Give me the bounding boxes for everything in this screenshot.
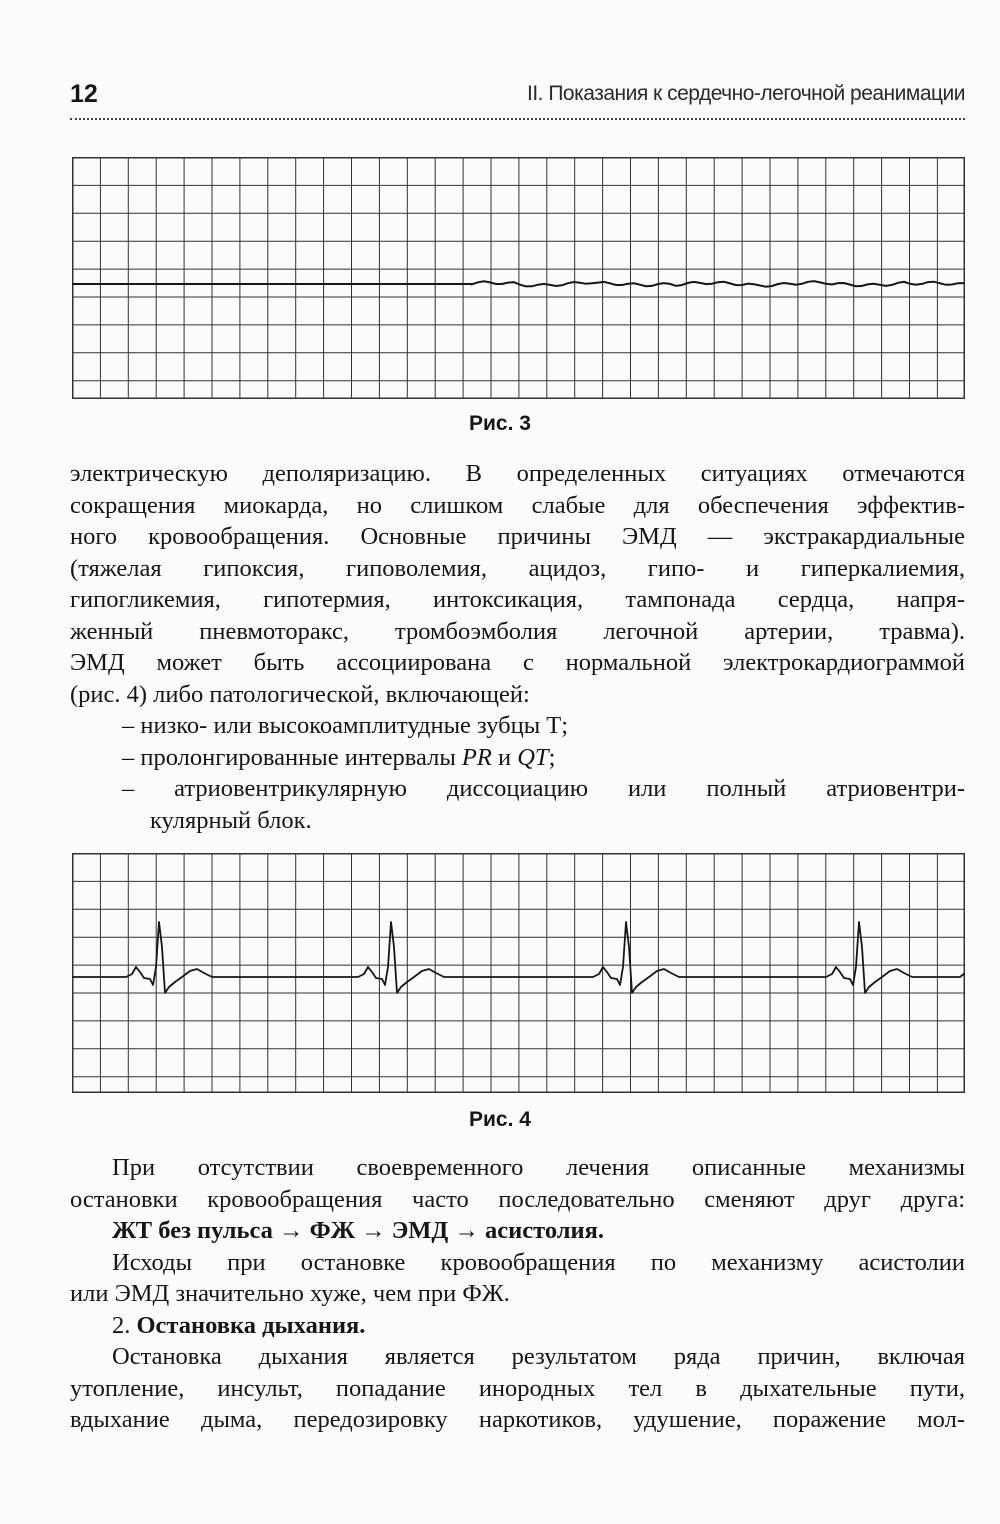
- text-line: (тяжелая гипоксия, гиповолемия, ацидоз, гипо- и гиперкалиемия,: [70, 554, 965, 582]
- text-line: ного кровообращения. Основные причины ЭМД — экстракардиальные: [70, 523, 965, 550]
- figure-3-caption: Рис. 3: [469, 412, 531, 435]
- text-line: или ЭМД значительно хуже, чем при ФЖ.: [70, 1280, 510, 1307]
- text-line: сокращения миокарда, но слишком слабые для обеспечения эффектив-: [70, 491, 965, 519]
- text-line: остановки кровообращения часто последовательно сменяют друг друга:: [70, 1185, 965, 1213]
- figure-4-caption: Рис. 4: [469, 1108, 531, 1131]
- section-heading: 2. Остановка дыхания.: [112, 1311, 366, 1339]
- text-line: электрическую деполяризацию. В определенных ситуациях отмечаются: [70, 460, 965, 487]
- list-item: – пролонгированные интервалы PR и QT;: [122, 743, 556, 771]
- list-dash: –: [122, 743, 135, 771]
- ecg-grid: [72, 157, 965, 399]
- text-line: При отсутствии своевременного лечения описанные механизмы: [112, 1154, 965, 1181]
- list-item: – низко- или высокоамплитудные зубцы Т;: [122, 712, 569, 739]
- text-line: вдыхание дыма, передозировку наркотиков, удушение, поражение мол-: [70, 1406, 965, 1433]
- text-line: Исходы при остановке кровообращения по механизму асистолии: [112, 1248, 965, 1276]
- text-line: (рис. 4) либо патологической, включающей:: [70, 680, 530, 708]
- figure-4-emd-ecg: [72, 853, 965, 1093]
- text-line: ЭМД может быть ассоциирована с нормальной электрокардиограммой: [70, 649, 965, 676]
- list-dash: –: [122, 775, 135, 802]
- page-number: 12: [70, 80, 98, 108]
- text-line: утопление, инсульт, попадание инородных тел в дыхательные пути,: [70, 1374, 965, 1402]
- sequence-line: ЖТ без пульса → ФЖ → ЭМД → асистолия.: [112, 1217, 605, 1244]
- running-head: II. Показания к сердечно-легочной реанимации: [527, 82, 965, 105]
- figure-3-asystole-ecg: [72, 157, 965, 399]
- ecg-trace: [72, 281, 964, 287]
- paragraph-sequence: [70, 1152, 965, 1436]
- page-header: [70, 78, 965, 120]
- text-line: Остановка дыхания является результатом ряда причин, включая: [112, 1343, 965, 1370]
- list-item: – атриовентрикулярную диссоциацию или полный атриовентри-: [122, 775, 965, 802]
- text-line: женный пневмоторакс, тромбоэмболия легочной артерии, травма).: [70, 617, 965, 645]
- list-item-continuation: кулярный блок.: [150, 806, 312, 834]
- list-dash: –: [122, 712, 135, 739]
- text-line: гипогликемия, гипотермия, интоксикация, тампонада сердца, напря-: [70, 586, 965, 613]
- paragraph-emd-causes: [70, 458, 965, 836]
